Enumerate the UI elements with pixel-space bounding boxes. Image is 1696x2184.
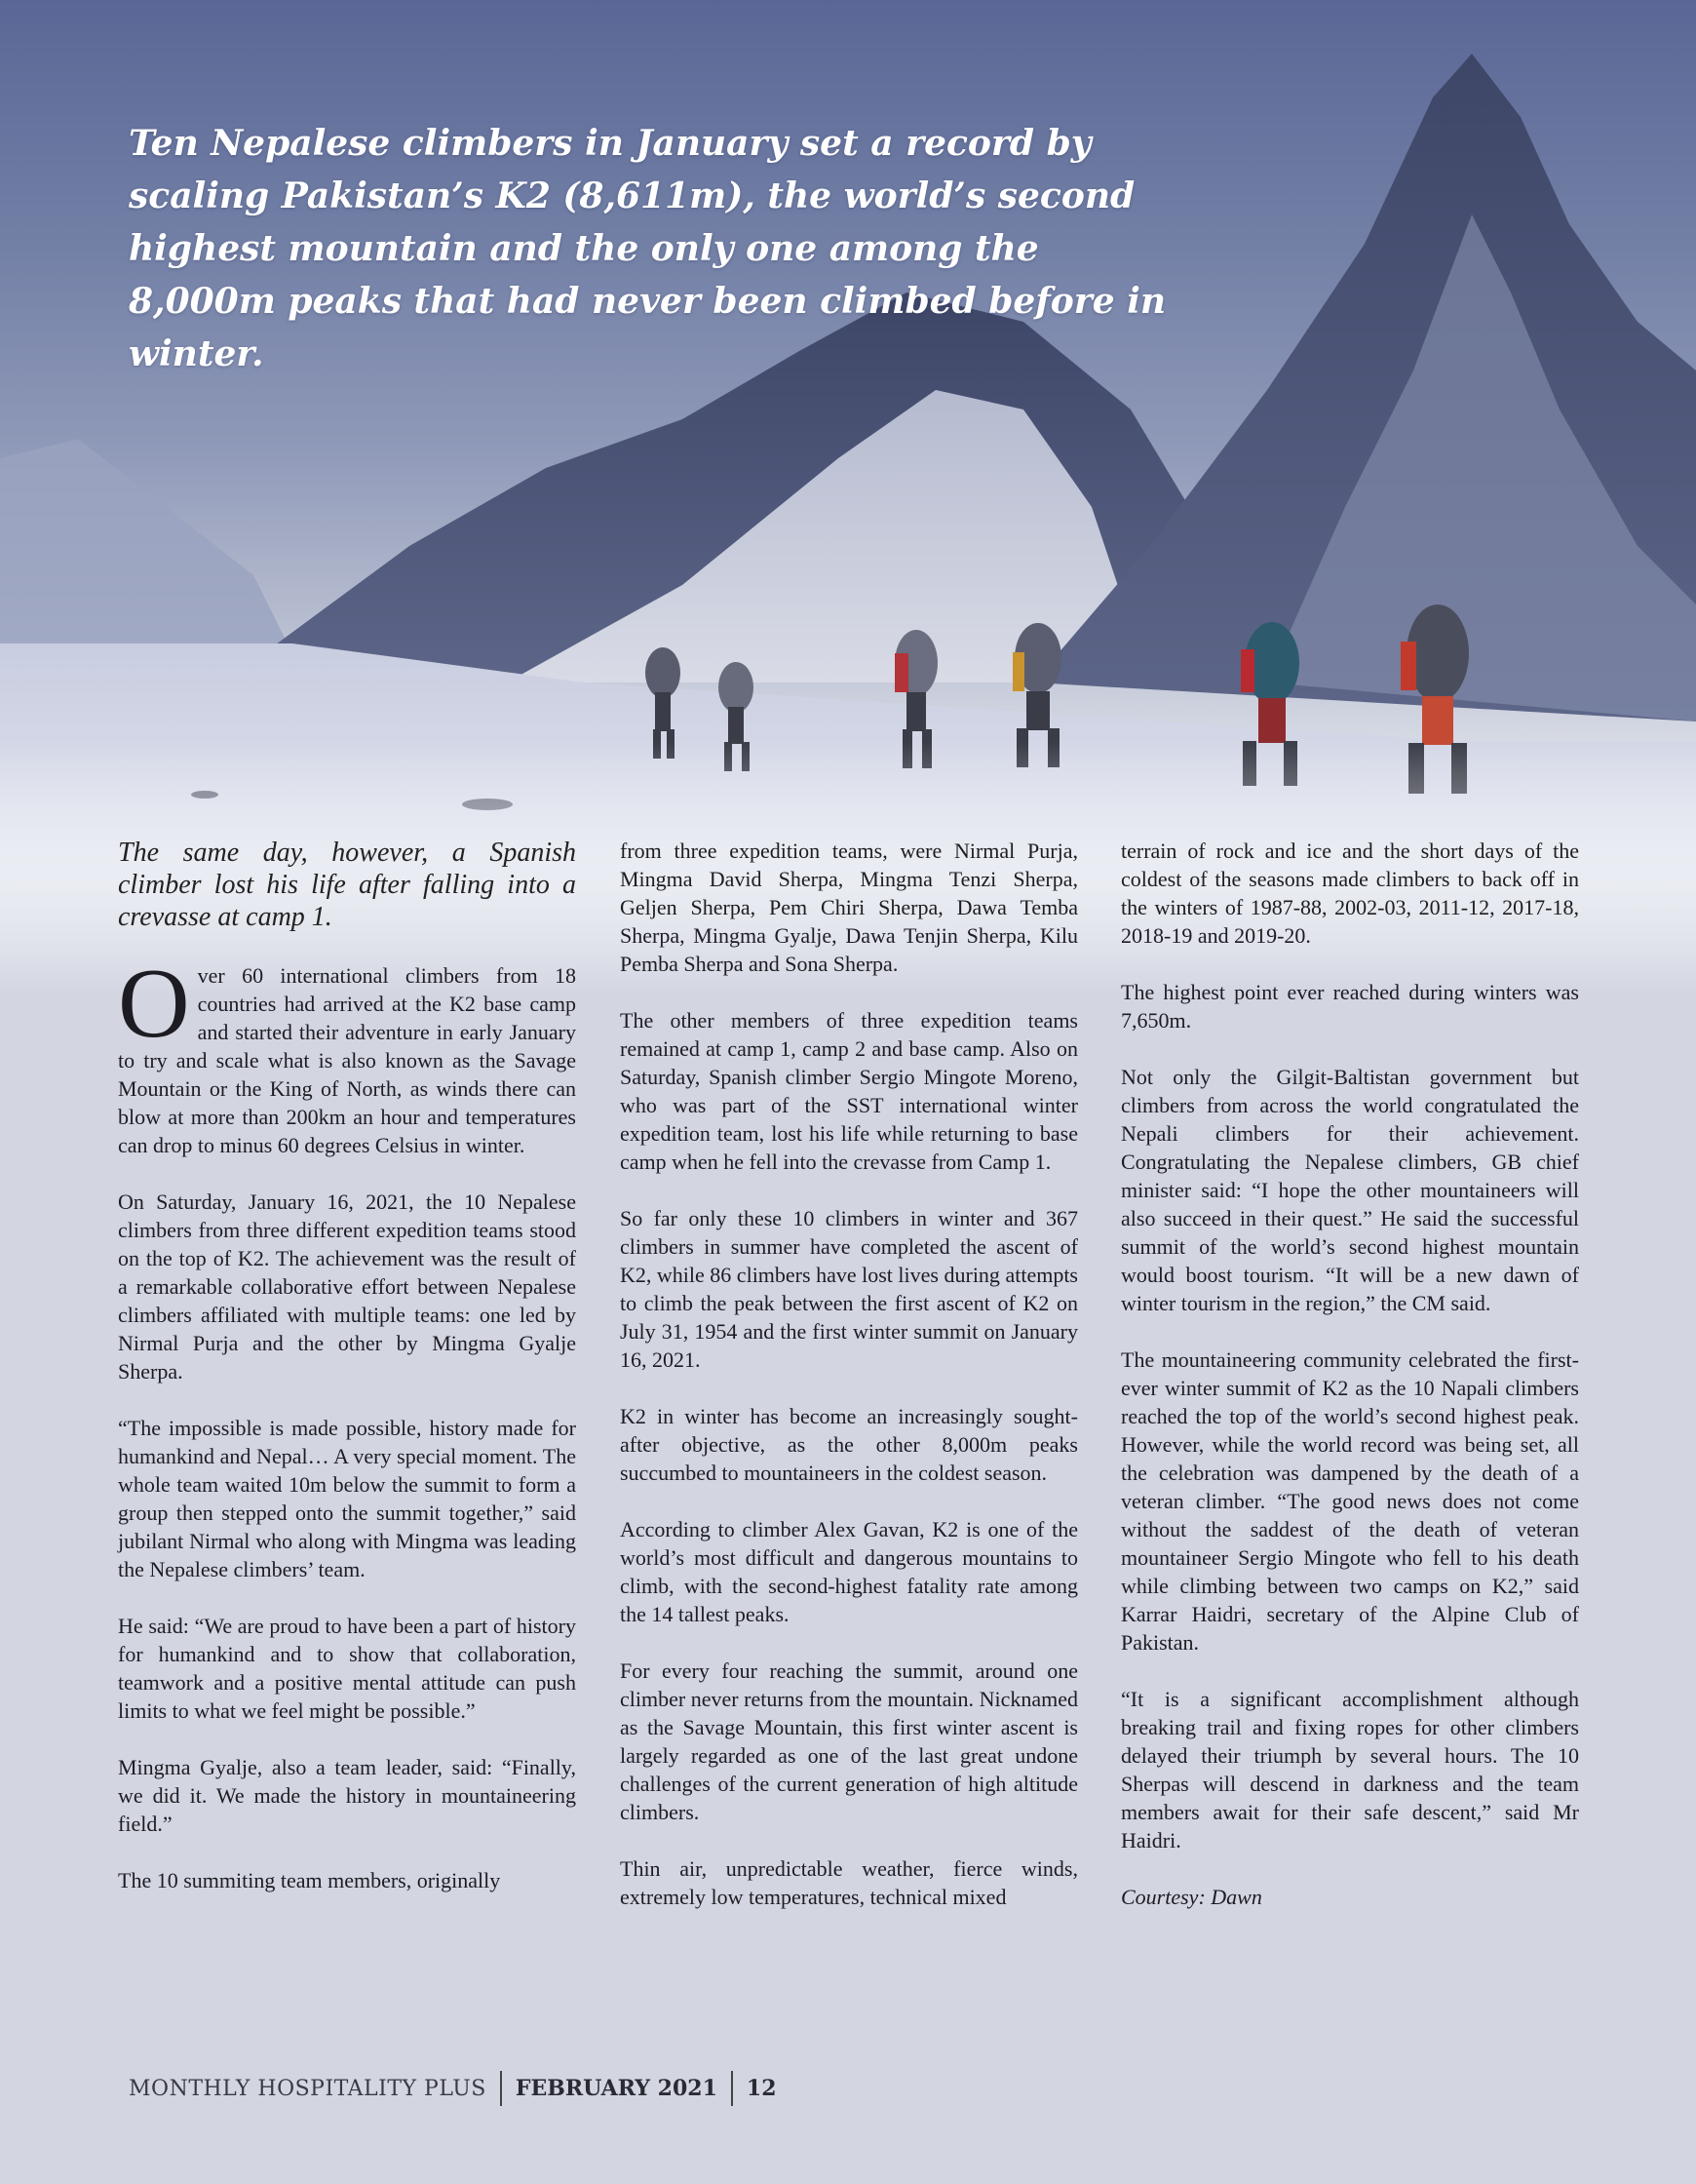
divider <box>731 2071 733 2106</box>
paragraph: Mingma Gyalje, also a team leader, said: “Finally, we did it. We made the history in mountaineering field.” <box>118 1755 576 1836</box>
paragraph: The other members of three expedition teams remained at camp 1, camp 2 and base camp. Also on Saturday, Spanish climber Sergio Mingote Moreno, who was part of the SST international winter expedition team, lost his life while returning to base camp when he fell into the crevasse from Camp 1. <box>620 1008 1078 1174</box>
courtesy-credit: Courtesy: Dawn <box>1121 1885 1262 1909</box>
article-column-3 <box>1121 837 1579 1939</box>
divider <box>500 2071 502 2106</box>
paragraph: For every four reaching the summit, around one climber never returns from the mountain. Nicknamed as the Savage Mountain, this first winter ascent is largely regarded as one of the last great undone challenges of the current generation of high altitude climbers. <box>620 1658 1078 1824</box>
article-column-2 <box>620 837 1078 1939</box>
paragraph: So far only these 10 climbers in winter and 367 climbers in summer have completed the ascent of K2, while 86 climbers have lost lives during attempts to climb the peak between the first ascent of K2 on July 31, 1954 and the first winter summit on January 16, 2021. <box>620 1206 1078 1372</box>
paragraph: The 10 summiting team members, originally <box>118 1868 501 1892</box>
lead-standfirst: The same day, however, a Spanish climber lost his life after falling into a crevasse at camp 1. <box>118 838 576 932</box>
paragraph: “The impossible is made possible, history made for humankind and Nepal… A very special moment. The whole team waited 10m below the summit to form a group then stepped onto the summit together,” said jubilant Nirmal who along with Mingma was leading the Nepalese climbers’ team. <box>118 1416 576 1581</box>
paragraph: He said: “We are proud to have been a part of history for humankind and to show that collaboration, teamwork and a positive mental attitude can push limits to what we feel might be possible.” <box>118 1614 576 1723</box>
paragraph: from three expedition teams, were Nirmal Purja, Mingma David Sherpa, Mingma Tenzi Sherpa, Geljen Sherpa, Pem Chiri Sherpa, Dawa Temba Sherpa, Mingma Gyalje, Dawa Tenjin Sherpa, Kilu Pemba Sherpa and Sona Sherpa. <box>620 838 1078 976</box>
page-number: 12 <box>746 2076 777 2101</box>
first-paragraph-text: ver 60 international climbers from 18 countries had arrived at the K2 base camp and started their adventure in early January to try and scale what is also known as the Savage Mountain or the King of North, as winds there can blow at more than 200km an hour and temperatures can drop to minus 60 degrees Celsius in winter. <box>118 963 576 1157</box>
paragraph: K2 in winter has become an increasingly sought-after objective, as the other 8,000m peaks succumbed to mountaineers in the coldest season. <box>620 1404 1078 1485</box>
paragraph: terrain of rock and ice and the short days of the coldest of the seasons made climbers to back off in the winters of 1987-88, 2002-03, 2011-12, 2017-18, 2018-19 and 2019-20. <box>1121 838 1579 948</box>
drop-cap: O <box>118 949 190 1059</box>
headline: Ten Nepalese climbers in January set a record by scaling Pakistan’s K2 (8,611m), the world’s second highest mountain and the only one among the 8,000m peaks that had never been climbed before in winter. <box>129 123 1167 374</box>
issue-date: FEBRUARY 2021 <box>515 2076 717 2101</box>
first-paragraph <box>118 949 576 1159</box>
paragraph: The highest point ever reached during winters was 7,650m. <box>1121 980 1579 1033</box>
paragraph: The mountaineering community celebrated the first-ever winter summit of K2 as the 10 Napali climbers reached the top of the world’s second highest peak. However, while the world record was being set, all the celebration was dampened by the death of a veteran climber. “The good news does not come without the saddest of the death of veteran mountaineer Sergio Mingote who fell to his death while climbing between two camps on K2,” said Karrar Haidri, secretary of the Alpine Club of Pakistan. <box>1121 1347 1579 1655</box>
paragraph: “It is a significant accomplishment although breaking trail and fixing ropes for other climbers delayed their triumph by several hours. The 10 Sherpas will descend in darkness and the team members await for their safe descent,” said Mr Haidri. <box>1121 1687 1579 1852</box>
paragraph: According to climber Alex Gavan, K2 is one of the world’s most difficult and dangerous mountains to climb, with the second-highest fatality rate among the 14 tallest peaks. <box>620 1517 1078 1626</box>
page-footer <box>129 2069 777 2108</box>
paragraph: Not only the Gilgit-Baltistan government but climbers from across the world congratulated the Nepali climbers for their achievement. Congratulating the Nepalese climbers, GB chief minister said: “I hope the other mountaineers will also succeed in their quest.” He said the successful summit of the world’s second highest mountain would boost tourism. “It will be a new dawn of winter tourism in the region,” the CM said. <box>1121 1065 1579 1315</box>
article-column-1 <box>118 837 576 1923</box>
paragraph: On Saturday, January 16, 2021, the 10 Nepalese climbers from three different expedition teams stood on the top of K2. The achievement was the result of a remarkable collaborative effort between Nepalese climbers affiliated with multiple teams: one led by Nirmal Purja and the other by Mingma Gyalje Sherpa. <box>118 1190 576 1384</box>
paragraph: Thin air, unpredictable weather, fierce winds, extremely low temperatures, technical mixed <box>620 1856 1078 1909</box>
magazine-name: MONTHLY HOSPITALITY PLUS <box>129 2076 486 2101</box>
